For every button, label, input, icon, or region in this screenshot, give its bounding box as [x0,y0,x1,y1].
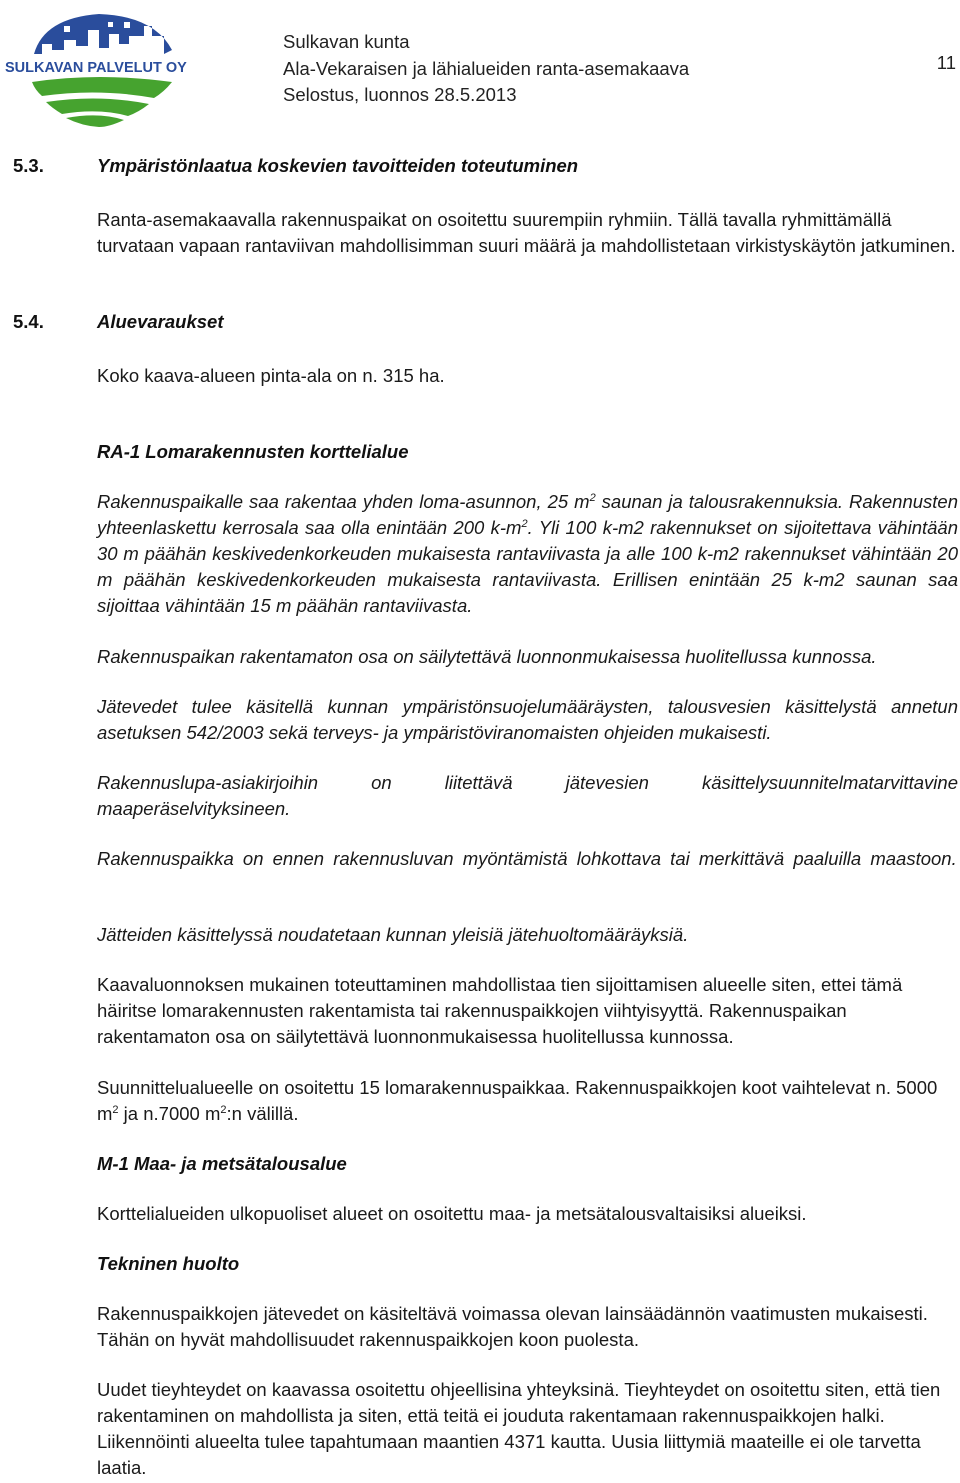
section-heading-5-3 [13,155,578,177]
ra1-paragraph-building-rights [97,489,958,619]
logo-text: SULKAVAN PALVELUT OY [5,60,187,76]
section-number: 5.4. [13,311,44,332]
m1-heading: M-1 Maa- ja metsätalousalue [97,1153,347,1174]
header-plan-name: Ala-Vekaraisen ja lähialueiden ranta-asemakaava [283,57,690,79]
ra1-paragraph-wastewater: Jätevedet tulee käsitellä kunnan ympäristönsuojelumääräysten, talousvesien käsittelystä annetun asetuksen 542/2003 sekä terveys- ja ympäristöviranomaisten ohjeiden mukaisesti. [97,696,958,743]
superscript: 2 [521,517,528,530]
section-title: Aluevaraukset [97,311,224,332]
section-title: Ympäristönlaatua koskevien tavoitteiden toteutuminen [97,155,579,176]
text-run: saunan ja talousrakennuksia. Rakennusten yhteenlaskettu kerrosala saa olla enintään 200 k-m [97,491,959,538]
logo-graphic [4,6,204,128]
superscript: 2 [112,1103,119,1116]
ra1-paragraph-waste-management: Jätteiden käsittelyssä noudatetaan kunnan yleisiä jätehuoltomääräyksiä. [97,924,689,945]
section-number: 5.3. [13,155,44,176]
ra1-paragraph-permit-documents: Rakennuslupa-asiakirjoihin on liitettävä jätevesien käsittelysuunnitelmatarvittavine maaperäselvityksineen. [97,772,958,819]
technical-maintenance-heading: Tekninen huolto [97,1253,240,1274]
superscript: 2 [220,1103,227,1116]
text-run: . Yli 100 k-m2 rakennukset on sijoitettava vähintään 30 m päähän keskivedenkorkeuden mukaisesta rantaviivasta ja alle 100 k-m2 rakennukset vähintään 20 m päähän keskivedenkorkeuden mukaisesta rantaviivasta. Erillisen enintään 25 k-m2 saunan saa sijoittaa vähintään 15 m päähän rantaviivasta. [97,517,958,616]
text-run: Rakennuspaikalle saa rakentaa yhden loma-asunnon, 25 m [97,491,590,512]
section-heading-5-4 [13,311,223,333]
ra1-paragraph-plot-marking: Rakennuspaikka on ennen rakennusluvan myöntämistä lohkottava tai merkittävä paaluilla maastoon. [97,848,957,869]
technical-paragraph-wastewater: Rakennuspaikkojen jätevedet on käsiteltävä voimassa olevan lainsäädännön vaatimusten mukaisesti. Tähän on hyvät mahdollisuudet rakennuspaikkojen koon puolesta. [97,1303,928,1350]
company-logo [4,6,204,128]
total-area-paragraph: Koko kaava-alueen pinta-ala on n. 315 ha. [97,365,445,386]
header-document-status: Selostus, luonnos 28.5.2013 [283,84,517,105]
section-5-3-paragraph: Ranta-asemakaavalla rakennuspaikat on osoitettu suurempiin ryhmiin. Tällä tavalla ryhmittämällä turvataan vapaan rantaviivan mahdollisimman suuri määrä ja mahdollistetaan virkistyskäytön jatkuminen. [97,209,956,256]
m1-paragraph: Korttelialueiden ulkopuoliset alueet on osoitettu maa- ja metsätalousvaltaisiksi alueiksi. [97,1203,807,1224]
page-number: 11 [936,52,956,73]
document-header [283,29,689,109]
superscript: 2 [589,491,596,504]
technical-paragraph-roads: Uudet tieyhteydet on kaavassa osoitettu ohjeellisina yhteyksinä. Tieyhteydet on osoitettu siten, että tien rakentaminen on mahdollista ja siten, että teitä ei jouduta rakentamaan rakennuspaikkojen halki. Liikennöinti alueelta tulee tapahtumaan maantien 4371 kautta. Uusia liittymiä maateille ei ole tarvetta laatia. [97,1379,941,1478]
ra1-paragraph-plot-count [97,1075,958,1127]
ra1-paragraph-road-placement: Kaavaluonnoksen mukainen toteuttaminen mahdollistaa tien sijoittamisen alueelle siten, ettei tämä häiritse lomarakennusten rakentamista tai rakennuspaikkojen viihtyisyyttä. Rakennuspaikan rakentamaton osa on säilytettävä luonnonmukaisessa huolitellussa kunnossa. [97,974,903,1047]
header-municipality: Sulkavan kunta [283,31,410,52]
ra1-paragraph-unbuilt-area: Rakennuspaikan rakentamaton osa on säilytettävä luonnonmukaisessa huolitellussa kunnossa. [97,646,877,667]
ra1-heading: RA-1 Lomarakennusten korttelialue [97,441,409,462]
text-run: Suunnittelualueelle on osoitettu 15 lomarakennuspaikkaa. Rakennuspaikkojen koot vaihtelevat n. 5000 m [97,1077,938,1124]
text-run: :n välillä. [226,1103,299,1124]
text-run: ja n.7000 m [118,1103,221,1124]
